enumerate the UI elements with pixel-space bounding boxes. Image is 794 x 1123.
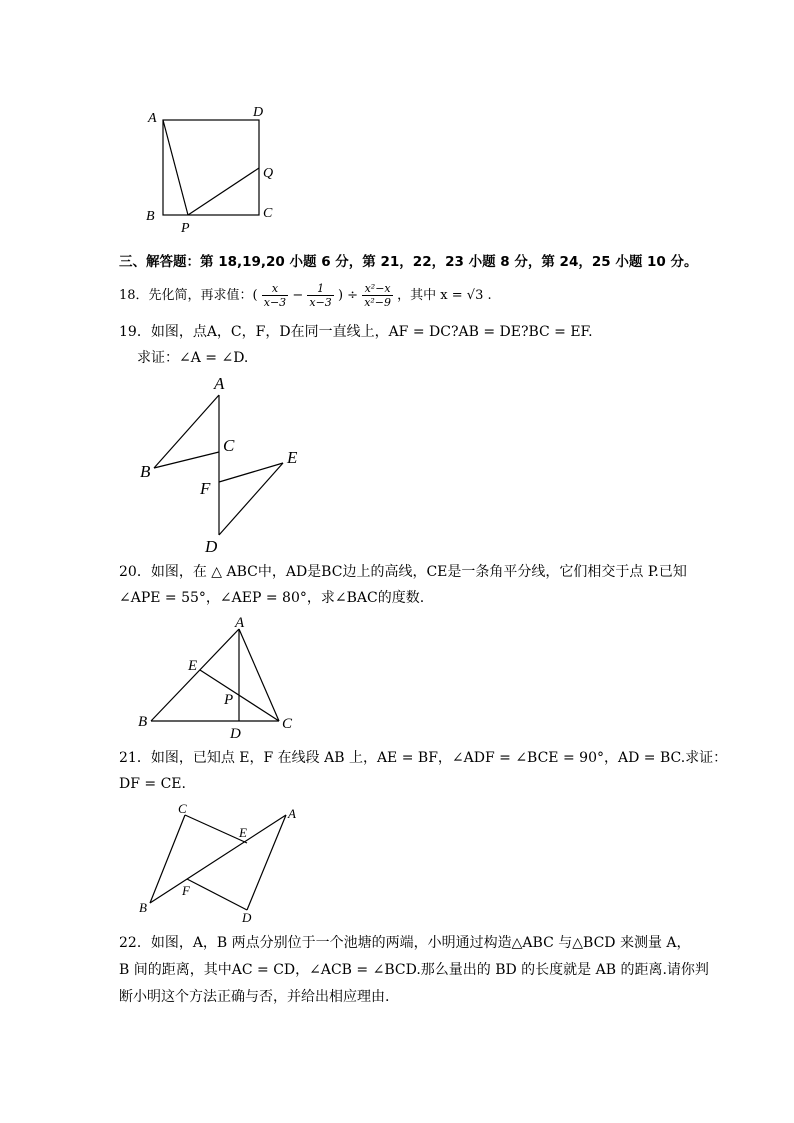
q18-prefix: 18．先化简，再求值：(	[119, 288, 258, 303]
label-b: B	[140, 462, 151, 481]
q18-minus: −	[292, 288, 304, 303]
fraction-2: $\frac{1}{x-3}$	[309, 282, 332, 309]
label-d: D	[242, 910, 252, 925]
label-c: C	[282, 716, 293, 732]
question-19-line1: 19．如图，点A，C，F，D在同一直线上，AF = DC?AB = DE?BC = EF.	[119, 324, 593, 340]
label-f: F	[182, 883, 190, 898]
label-a: A	[235, 615, 245, 631]
label-c: C	[263, 206, 273, 221]
question-21-line1: 21．如图，已知点 E，F 在线段 AB 上，AE = BF，∠ADF = ∠BCE = 90°，AD = BC.求证：	[119, 750, 728, 766]
label-e: E	[188, 658, 198, 674]
q18-div: ) ÷	[337, 288, 359, 303]
question-22-line1: 22．如图，A，B 两点分别位于一个池塘的两端，小明通过构造△ABC 与△BCD 来测量 A，	[119, 935, 691, 951]
question-22-line3: 断小明这个方法正确与否，并给出相应理由.	[119, 989, 390, 1005]
label-c: C	[178, 801, 187, 816]
figure-square-abcd	[140, 100, 290, 240]
label-e: E	[239, 825, 247, 840]
fraction-1: $\frac{x}{x-3}$	[263, 282, 287, 309]
label-a: A	[148, 111, 157, 126]
label-b: B	[146, 209, 155, 224]
label-p: P	[224, 692, 234, 708]
label-a: A	[214, 374, 225, 393]
question-18	[119, 278, 492, 314]
label-d: D	[230, 726, 241, 742]
label-a: A	[288, 806, 296, 821]
question-20-line1: 20．如图，在 △ ABC中，AD是BC边上的高线，CE是一条角平分线，它们相交于点 P.已知	[119, 564, 687, 580]
question-22-line2: B 间的距离，其中AC = CD，∠ACB = ∠BCD.那么量出的 BD 的长度就是 AB 的距离.请你判	[119, 962, 709, 978]
label-f: F	[200, 479, 211, 498]
label-p: P	[181, 221, 190, 236]
label-q: Q	[263, 166, 274, 181]
figure-20	[135, 612, 305, 742]
label-c: C	[223, 436, 235, 455]
label-b: B	[138, 714, 148, 730]
question-20-line2: ∠APE = 55°，∠AEP = 80°，求∠BAC的度数.	[119, 590, 425, 606]
fraction-3: $\frac{\text{x²−x}}{\text{x²−9}}$	[364, 282, 392, 309]
question-19-line2: 求证：∠A = ∠D.	[137, 350, 249, 366]
section-heading: 三、解答题：第 18,19,20 小题 6 分，第 21，22，23 小题 8 分，第 24，25 小题 10 分。	[119, 254, 698, 270]
figure-19	[130, 370, 320, 560]
question-21-line2: DF = CE.	[119, 776, 186, 792]
label-d: D	[205, 537, 218, 556]
label-b: B	[139, 900, 147, 915]
label-d: D	[253, 105, 264, 120]
label-e: E	[287, 448, 298, 467]
q18-suffix: ，其中 x = √3 .	[397, 288, 492, 303]
figure-21	[135, 800, 310, 930]
